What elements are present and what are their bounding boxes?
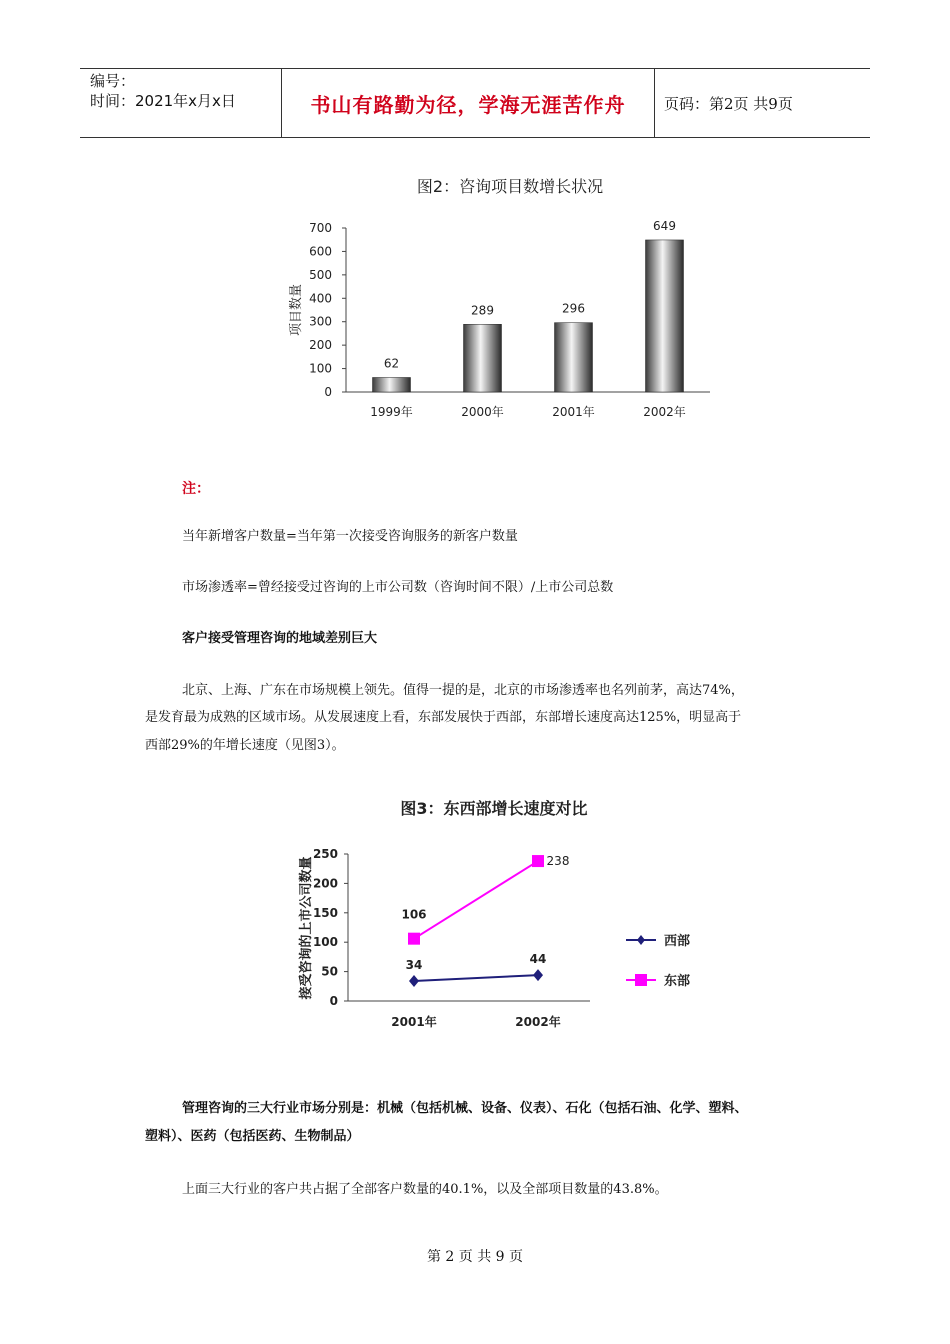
data-point [408, 933, 420, 945]
note-new-clients: 当年新增客户数量=当年第一次接受咨询服务的新客户数量 [182, 529, 518, 544]
legend-label: 西部 [664, 934, 691, 949]
bar [555, 323, 593, 392]
x-tick-label: 2000年 [461, 405, 504, 419]
y-tick-label: 150 [312, 905, 338, 920]
y-tick-label: 200 [309, 338, 332, 353]
header-left [90, 71, 236, 111]
y-tick-label: 700 [309, 221, 332, 235]
y-tick-label: 400 [309, 291, 332, 306]
y-tick-label: 100 [312, 935, 338, 950]
series-line [414, 975, 538, 981]
bars [373, 219, 684, 392]
y-tick-label: 200 [312, 876, 338, 891]
line-chart-east-west [290, 790, 710, 1040]
bar-chart-project-growth [280, 168, 720, 430]
data-label: 238 [546, 854, 570, 869]
x-tick-label: 2001年 [552, 405, 595, 419]
x-tick-label: 2001年 [391, 1015, 437, 1029]
paragraph-industry-share: 上面三大行业的客户共占据了全部客户数量的40.1%，以及全部项目数量的43.8%。 [182, 1182, 668, 1197]
paragraph-line: 是发育最为成熟的区域市场。从发展速度上看，东部发展快于西部，东部增长速度高达125%，明显高于 [145, 710, 742, 725]
y-tick-label: 50 [321, 964, 338, 979]
y-tick-label: 600 [309, 244, 332, 259]
chart-axes [313, 847, 590, 1029]
note-penetration-rate: 市场渗透率=曾经接受过咨询的上市公司数（咨询时间不限）/上市公司总数 [182, 580, 614, 595]
series [401, 854, 569, 987]
data-point [533, 969, 543, 981]
bar [646, 240, 684, 392]
x-tick-label: 2002年 [515, 1015, 561, 1029]
header-page-label: 页码：第2页 共9页 [664, 94, 793, 113]
heading-industry-line: 管理咨询的三大行业市场分别是：机械（包括机械、设备、仪表）、石化（包括石油、化学、塑料、 [182, 1101, 748, 1116]
page-footer: 第 2 页 共 9 页 [426, 1249, 524, 1265]
data-label: 649 [653, 218, 676, 233]
code-label: 编号： [90, 72, 136, 90]
x-tick-label: 2002年 [643, 405, 686, 419]
chart-title: 图3：东西部增长速度对比 [400, 799, 588, 818]
data-point [532, 855, 544, 867]
note-label: 注： [182, 481, 210, 497]
legend-marker [635, 974, 647, 986]
data-label: 296 [562, 301, 585, 316]
header-motto: 书山有路勤为径，学海无涯苦作舟 [281, 69, 655, 137]
data-label: 289 [471, 303, 494, 318]
x-tick-label: 1999年 [370, 405, 413, 419]
y-axis-label: 接受咨询的上市公司数量 [299, 856, 314, 1000]
y-tick-label: 100 [309, 361, 332, 376]
data-point [409, 975, 419, 987]
heading-industry-line: 塑料）、医药（包括医药、生物制品） [145, 1129, 360, 1144]
series-line [414, 861, 538, 939]
data-label: 34 [405, 958, 423, 973]
page-header [80, 68, 870, 138]
data-label: 106 [401, 907, 427, 922]
paragraph-line: 西部29%的年增长速度（见图3）。 [145, 738, 345, 753]
heading-regional-difference: 客户接受管理咨询的地域差别巨大 [182, 631, 378, 646]
legend-marker [637, 935, 645, 945]
data-label: 62 [383, 356, 400, 371]
legend-label: 东部 [664, 974, 691, 989]
y-tick-label: 300 [309, 314, 332, 329]
y-tick-label: 0 [324, 385, 332, 399]
y-tick-label: 250 [312, 847, 338, 861]
y-axis-label: 项目数量 [289, 283, 304, 337]
bar [373, 377, 411, 392]
legend [626, 933, 690, 989]
bar [464, 324, 502, 392]
data-label: 44 [529, 952, 547, 967]
chart-title: 图2：咨询项目数增长状况 [416, 177, 604, 196]
y-tick-label: 500 [309, 267, 332, 282]
y-tick-label: 0 [329, 994, 338, 1008]
paragraph-line: 北京、上海、广东在市场规模上领先。值得一提的是，北京的市场渗透率也名列前茅，高达74%， [182, 683, 744, 698]
time-label: 时间：2021年x月x日 [90, 92, 236, 110]
